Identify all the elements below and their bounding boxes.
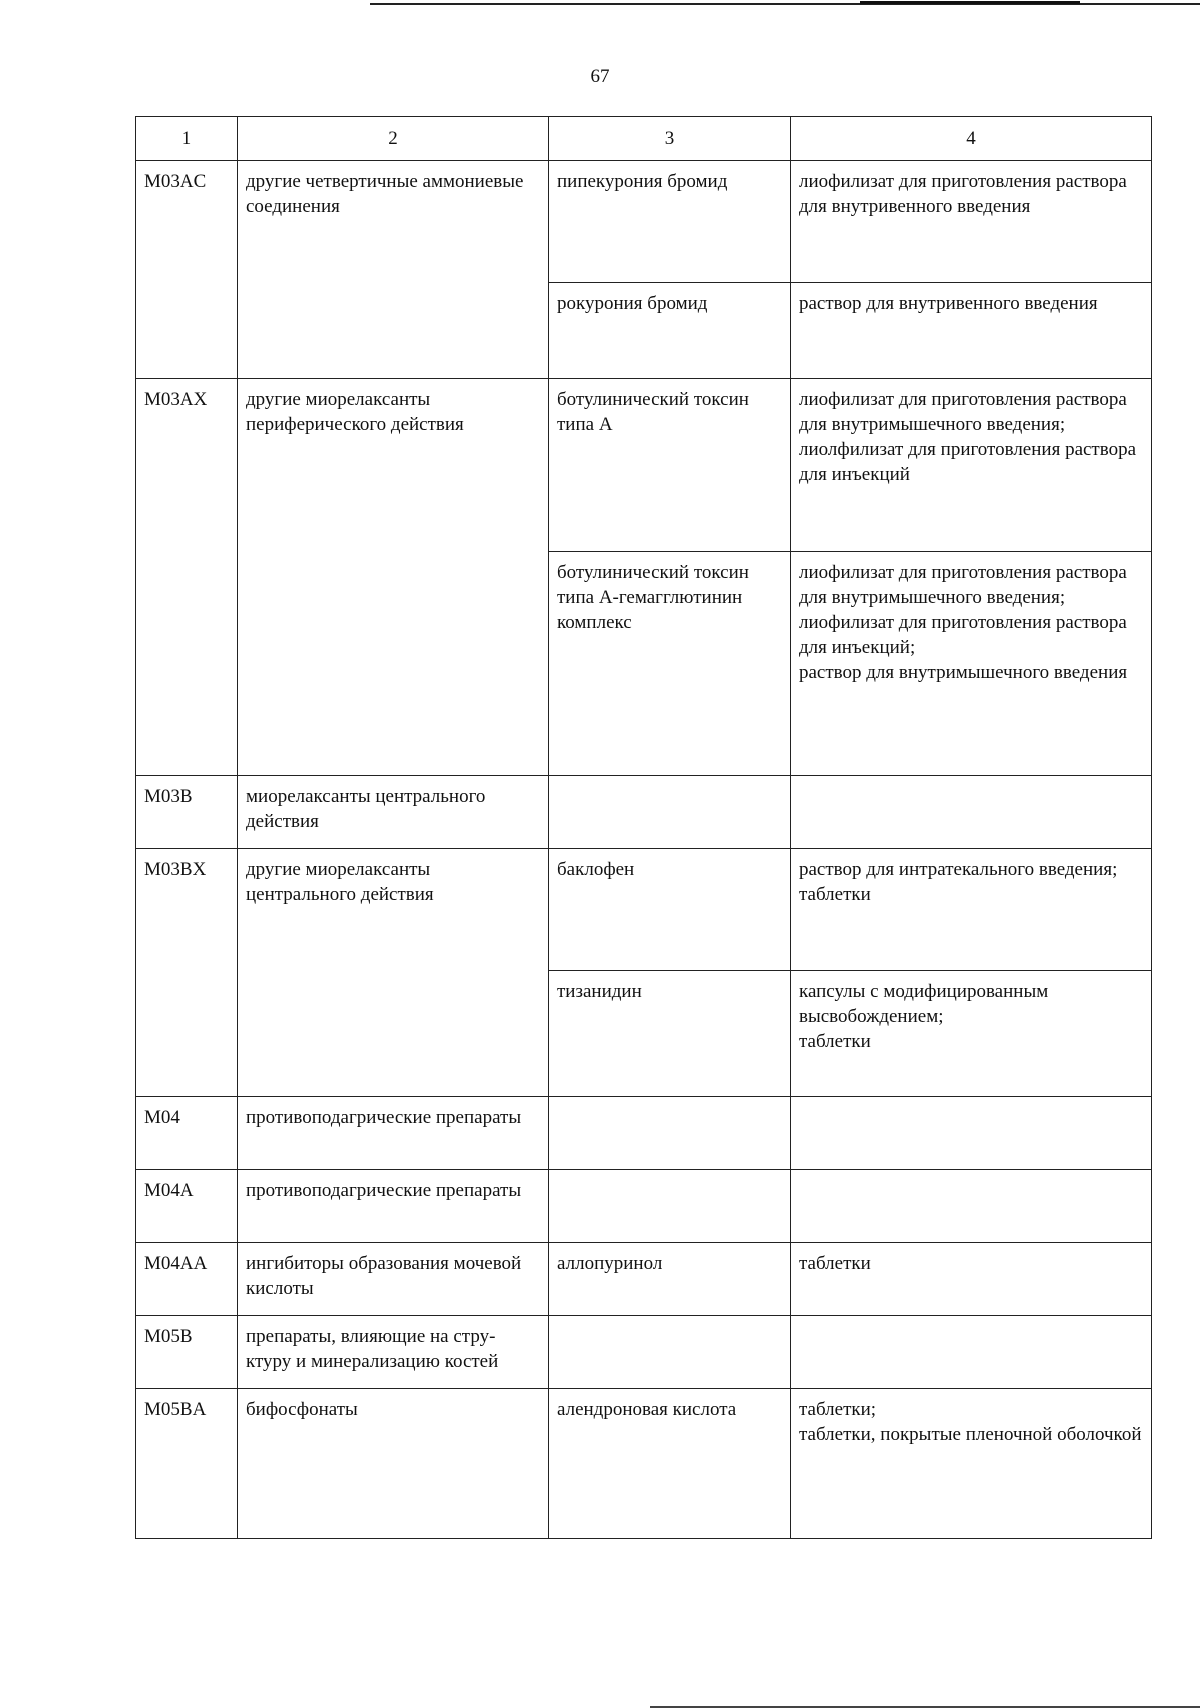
column-header: 4 (791, 117, 1152, 161)
atc-code-cell: M04A (136, 1170, 238, 1243)
drug-cell: ботулинический токсин типа А-гемагглютинин комплекс (549, 552, 791, 776)
table-row (136, 379, 1152, 552)
atc-code-cell: M05B (136, 1316, 238, 1389)
form-cell (791, 1097, 1152, 1170)
drug-cell (549, 776, 791, 849)
table-row (136, 1097, 1152, 1170)
column-header: 3 (549, 117, 791, 161)
drug-cell (549, 1316, 791, 1389)
table-row (136, 1243, 1152, 1316)
form-cell: лиофилизат для приготовления раствора для внутримышечного введения; лиофилизат для приготовления раствора для инъекций; раствор для внутримышечного введения (791, 552, 1152, 776)
atc-code-cell: M04AA (136, 1243, 238, 1316)
drug-cell: баклофен (549, 849, 791, 971)
group-cell: ингибиторы образования мочевой кислоты (238, 1243, 549, 1316)
page-number: 67 (590, 66, 610, 87)
group-cell: препараты, влияющие на стру- ктуру и минерализацию костей (238, 1316, 549, 1389)
form-cell: капсулы с модифицированным высвобождением; таблетки (791, 971, 1152, 1097)
table-row (136, 776, 1152, 849)
table-row (136, 849, 1152, 971)
group-cell: миорелаксанты центрального действия (238, 776, 549, 849)
form-cell: лиофилизат для приготовления раствора для внутривенного введения (791, 161, 1152, 283)
atc-code-cell: M03AC (136, 161, 238, 379)
medication-table (135, 116, 1152, 1539)
column-header: 2 (238, 117, 549, 161)
form-cell (791, 776, 1152, 849)
drug-cell: рокурония бромид (549, 283, 791, 379)
group-cell: бифосфонаты (238, 1389, 549, 1539)
group-cell: противоподагрические препараты (238, 1170, 549, 1243)
atc-code-cell: M04 (136, 1097, 238, 1170)
atc-code-cell: M05BA (136, 1389, 238, 1539)
atc-code-cell: M03B (136, 776, 238, 849)
form-cell: таблетки (791, 1243, 1152, 1316)
table-row (136, 1316, 1152, 1389)
group-cell: другие четвертичные аммониевые соединения (238, 161, 549, 379)
table-row (136, 1389, 1152, 1539)
atc-code-cell: M03BX (136, 849, 238, 1097)
group-cell: другие миорелаксанты периферического действия (238, 379, 549, 776)
form-cell (791, 1170, 1152, 1243)
table-row (136, 1170, 1152, 1243)
column-header: 1 (136, 117, 238, 161)
form-cell (791, 1316, 1152, 1389)
drug-cell: ботулинический токсин типа А (549, 379, 791, 552)
form-cell: таблетки; таблетки, покрытые пленочной оболочкой (791, 1389, 1152, 1539)
drug-cell: пипекурония бромид (549, 161, 791, 283)
table-header-row (136, 117, 1152, 161)
scan-artifact-line (860, 1, 1080, 4)
drug-cell: тизанидин (549, 971, 791, 1097)
atc-code-cell: M03AX (136, 379, 238, 776)
group-cell: другие миорелаксанты центрального действия (238, 849, 549, 1097)
form-cell: раствор для интратекального введения; таблетки (791, 849, 1152, 971)
drug-cell (549, 1097, 791, 1170)
form-cell: лиофилизат для приготовления раствора для внутримышечного введения; лиолфилизат для приготовления раствора для инъекций (791, 379, 1152, 552)
drug-cell: алендроновая кислота (549, 1389, 791, 1539)
form-cell: раствор для внутривенного введения (791, 283, 1152, 379)
table-row (136, 161, 1152, 283)
group-cell: противоподагрические препараты (238, 1097, 549, 1170)
drug-cell (549, 1170, 791, 1243)
drug-cell: аллопуринол (549, 1243, 791, 1316)
